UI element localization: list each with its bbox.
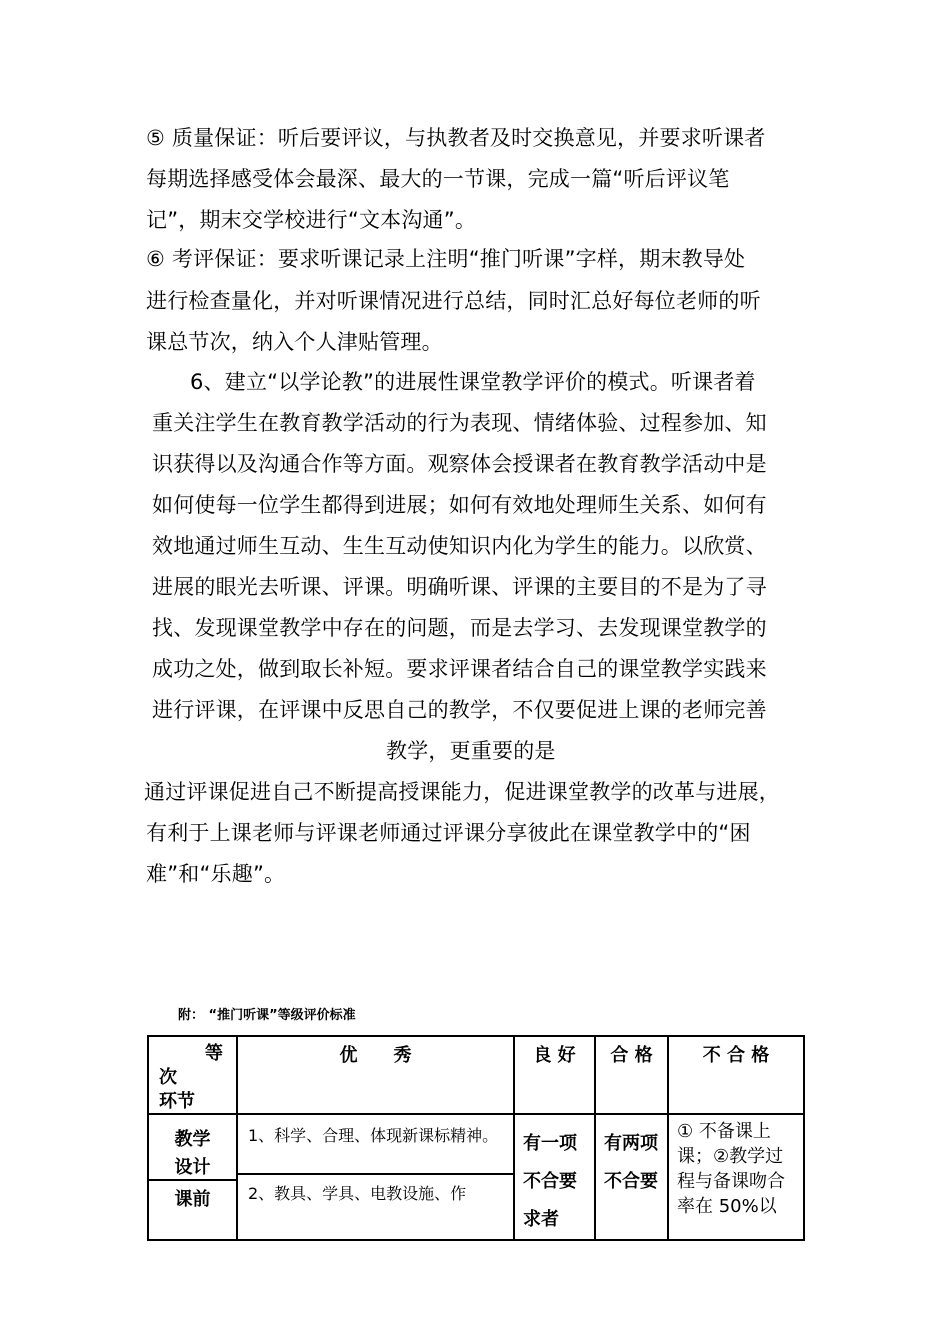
section-label-line: 教学 — [174, 1129, 211, 1150]
pass-cell: 有两项不合要 — [595, 1114, 668, 1240]
paragraph-line: 每期选择感受体会最深、最大的一节课，完成一篇“听后评议笔 — [146, 167, 730, 191]
table-header-row — [148, 1036, 804, 1114]
table-caption: 附： “推门听课”等级评价标准 — [178, 1008, 356, 1023]
excellent-item-1: 1、科学、合理、体现新课标精神。 — [248, 1126, 499, 1145]
paragraph-line: 如何使每一位学生都得到进展；如何有效地处理师生关系、如何有 — [152, 493, 767, 517]
paragraph-line: 成功之处，做到取长补短。要求评课者结合自己的课堂教学实践来 — [152, 657, 767, 681]
paragraph-line: 进行检查量化，并对听课情况进行总结，同时汇总好每位老师的听 — [146, 289, 761, 313]
table-row — [148, 1114, 804, 1240]
section-cell — [148, 1114, 237, 1240]
paragraph-line: 教学，更重要的是 — [386, 739, 556, 763]
section-label-pre-class: 课前 — [149, 1179, 236, 1219]
paragraph-line: 课总节次，纳入个人津贴管理。 — [146, 330, 443, 354]
header-rank-label: 次 — [159, 1067, 177, 1088]
paragraph-line: 效地通过师生互动、生生互动使知识内化为学生的能力。以欣赏、 — [152, 534, 767, 558]
paragraph-line: 有利于上课老师与评课老师通过评课分享彼此在课堂教学中的“困 — [146, 821, 751, 845]
fail-cell: ① 不备课上课；②教学过程与备课吻合率在 50%以 — [668, 1114, 804, 1240]
paragraph-line: ⑥ 考评保证：要求听课记录上注明“推门听课”字样，期末教导处 — [146, 247, 746, 271]
section-label-line: 设计 — [174, 1157, 211, 1178]
excellent-cell — [237, 1114, 514, 1240]
paragraph-line: 6、建立“以学论教”的进展性课堂教学评价的模式。听课者着 — [190, 370, 756, 394]
header-pass: 合 格 — [595, 1036, 668, 1114]
paragraph-line: 找、发现课堂教学中存在的问题，而是去学习、去发现课堂教学的 — [152, 616, 767, 640]
evaluation-table — [147, 1035, 805, 1241]
paragraph-line: 进行评课，在评课中反思自己的教学，不仅要促进上课的老师完善 — [152, 698, 767, 722]
header-grade-section-cell — [148, 1036, 237, 1114]
paragraph-line: ⑤ 质量保证：听后要评议，与执教者及时交换意见，并要求听课者 — [146, 126, 766, 150]
header-excellent: 优 秀 — [237, 1036, 514, 1114]
paragraph-line: 重关注学生在教育教学活动的行为表现、情绪体验、过程参加、知 — [152, 411, 767, 435]
paragraph-line: 通过评课促进自己不断提高授课能力，促进课堂教学的改革与进展， — [144, 780, 780, 804]
section-label — [149, 1115, 236, 1179]
paragraph-line: 识获得以及沟通合作等方面。观察体会授课者在教育教学活动中是 — [152, 452, 767, 476]
header-good: 良 好 — [514, 1036, 595, 1114]
header-grade-label: 等 — [205, 1043, 223, 1064]
good-cell: 有一项不合要求者 — [514, 1114, 595, 1240]
paragraph-line: 进展的眼光去听课、评课。明确听课、评课的主要目的不是为了寻 — [152, 575, 767, 599]
paragraph-line: 记”，期末交学校进行“文本沟通”。 — [146, 208, 477, 232]
excellent-item-2: 2、教具、学具、电教设施、作 — [238, 1173, 513, 1213]
header-section-label: 环节 — [159, 1091, 195, 1112]
paragraph-line: 难”和“乐趣”。 — [146, 862, 286, 886]
header-fail: 不 合 格 — [668, 1036, 804, 1114]
